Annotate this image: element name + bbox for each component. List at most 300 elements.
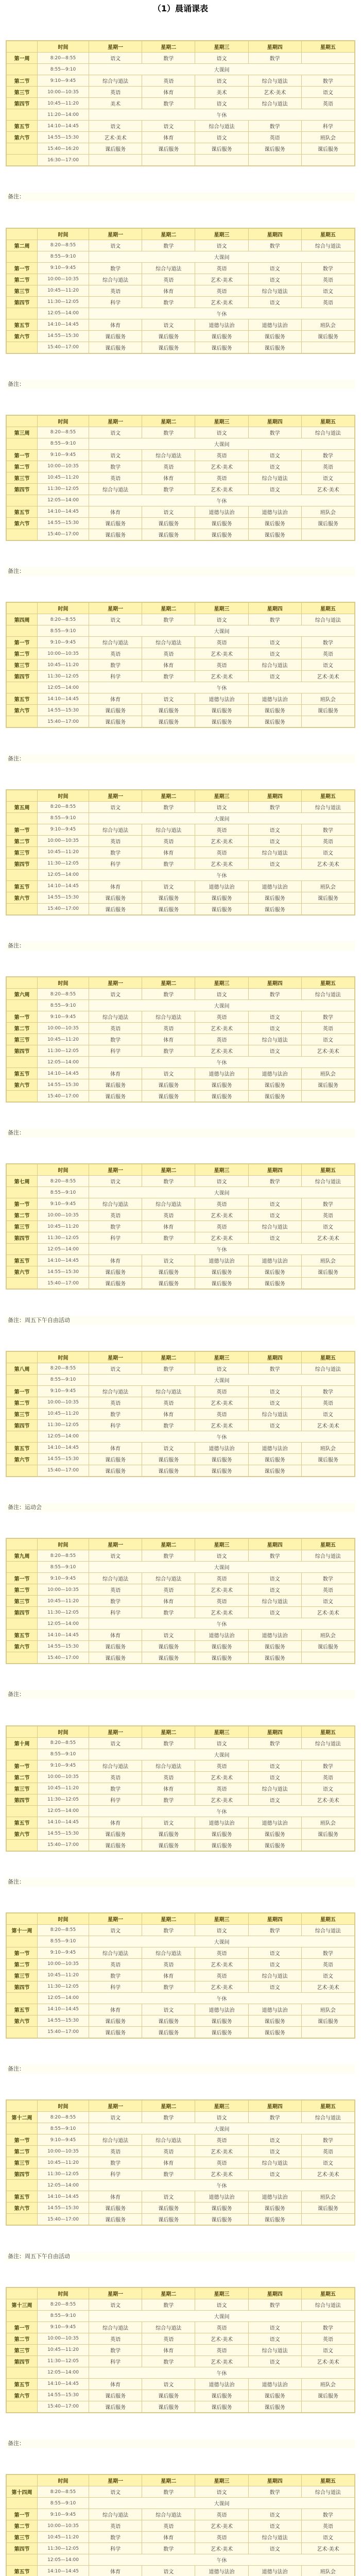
time-cell: 14:55—15:30 <box>38 1453 89 1465</box>
subject-cell: 体育 <box>89 693 142 705</box>
time-cell: 14:10—14:45 <box>38 2566 89 2576</box>
period-cell: 第三节 <box>7 2532 38 2543</box>
period-cell: 第三节 <box>7 285 38 296</box>
subject-cell: 英语 <box>195 1408 248 1419</box>
subject-cell: 数学 <box>301 2509 354 2520</box>
subject-cell: 体育 <box>142 1783 195 1794</box>
subject-cell: 道德与法治 <box>248 2004 301 2015</box>
lesson-row <box>7 121 355 132</box>
subject-cell: 语文 <box>248 2509 301 2520</box>
header-cell: 星期四 <box>248 790 301 801</box>
period-cell: 第二节 <box>7 75 38 87</box>
subject-cell <box>301 1839 354 1851</box>
break-cell: 午休 <box>89 308 355 319</box>
lesson-row <box>7 2378 355 2389</box>
subject-cell: 语文 <box>248 1419 301 1431</box>
subject-cell: 语文 <box>248 2168 301 2180</box>
time-cell: 8:55—9:10 <box>38 2123 89 2134</box>
subject-cell: 语文 <box>248 2146 301 2157</box>
subject-cell: 综合与道法 <box>248 98 301 109</box>
subject-cell: 数学 <box>301 1011 354 1023</box>
lesson-row <box>7 1045 355 1057</box>
lesson-row <box>7 342 355 353</box>
subject-cell: 艺术·美术 <box>195 1771 248 1783</box>
subject-cell: 综合与道法 <box>89 1573 142 1584</box>
header-cell: 星期三 <box>195 41 248 53</box>
subject-cell: 课后服务 <box>142 892 195 903</box>
subject-cell: 数学 <box>89 2344 142 2355</box>
period-cell <box>7 2498 38 2509</box>
period-cell: 第六节 <box>7 705 38 716</box>
subject-cell: 课后服务 <box>142 529 195 540</box>
header-cell: 时间 <box>38 1539 89 1550</box>
subject-cell: 英语 <box>195 1198 248 1210</box>
subject-cell: 语文 <box>301 2157 354 2168</box>
header-cell: 时间 <box>38 41 89 53</box>
subject-cell: 课后服务 <box>89 1266 142 1278</box>
break-cell: 午休 <box>89 1244 355 1255</box>
period-cell: 第二节 <box>7 1958 38 1970</box>
subject-cell: 班队会 <box>301 2566 354 2576</box>
subject-cell: 语文 <box>195 98 248 109</box>
time-cell: 9:10—9:45 <box>38 2321 89 2333</box>
header-cell <box>7 977 38 989</box>
header-cell: 星期二 <box>142 1351 195 1363</box>
lesson-row <box>7 705 355 716</box>
subject-cell: 数学 <box>248 240 301 251</box>
period-cell: 第四节 <box>7 2543 38 2554</box>
subject-cell: 英语 <box>142 1397 195 1408</box>
subject-cell: 综合与道法 <box>301 2486 354 2498</box>
subject-cell: 综合与道法 <box>301 801 354 812</box>
subject-cell: 课后服务 <box>142 143 195 155</box>
lesson-row <box>7 637 355 648</box>
subject-cell: 课后服务 <box>248 330 301 342</box>
lesson-row <box>7 2321 355 2333</box>
subject-cell: 语文 <box>89 53 142 64</box>
subject-cell: 数学 <box>89 1034 142 1045</box>
subject-cell: 艺术·美术 <box>195 1419 248 1431</box>
period-cell: 第一节 <box>7 1573 38 1584</box>
lesson-row <box>7 1255 355 1266</box>
subject-cell: 课后服务 <box>248 1453 301 1465</box>
lesson-row <box>7 1760 355 1771</box>
subject-cell: 科学 <box>89 671 142 682</box>
week-table <box>6 228 355 354</box>
time-cell: 8:20—8:55 <box>38 1550 89 1562</box>
subject-cell: 道德与法治 <box>195 506 248 517</box>
week-table <box>6 2287 355 2413</box>
time-cell: 12:05—14:00 <box>38 682 89 693</box>
time-cell: 14:55—15:30 <box>38 1079 89 1091</box>
time-cell: 12:05—14:00 <box>38 1057 89 1068</box>
subject-cell: 班队会 <box>301 1068 354 1079</box>
subject-cell: 艺术·美术 <box>195 2543 248 2554</box>
subject-cell: 语文 <box>248 2333 301 2344</box>
subject-cell <box>301 1465 354 1476</box>
subject-cell: 数学 <box>248 1737 301 1749</box>
break-cell: 大课间 <box>89 2310 355 2321</box>
subject-cell: 体育 <box>142 659 195 671</box>
time-cell: 9:10—9:45 <box>38 637 89 648</box>
subject-cell: 艺术·美术 <box>195 2520 248 2532</box>
week-table <box>6 1912 355 2039</box>
break-cell: 大课间 <box>89 1749 355 1760</box>
time-cell: 9:10—9:45 <box>38 1947 89 1958</box>
subject-cell: 班队会 <box>301 506 354 517</box>
subject-cell: 数学 <box>248 1924 301 1936</box>
break-cell: 大课间 <box>89 251 355 262</box>
subject-cell: 英语 <box>142 2520 195 2532</box>
subject-cell: 艺术·美术 <box>195 1958 248 1970</box>
subject-cell: 英语 <box>301 98 354 109</box>
subject-cell: 英语 <box>195 1385 248 1397</box>
period-cell <box>7 1992 38 2004</box>
subject-cell: 课后服务 <box>195 892 248 903</box>
subject-cell: 课后服务 <box>142 1652 195 1664</box>
subject-cell: 艺术·美术 <box>301 1045 354 1057</box>
subject-cell: 英语 <box>301 1958 354 1970</box>
period-cell: 第四节 <box>7 1794 38 1805</box>
subject-cell: 英语 <box>195 1596 248 1607</box>
subject-cell: 体育 <box>142 2344 195 2355</box>
subject-cell: 课后服务 <box>301 1641 354 1652</box>
time-cell: 15:40—17:00 <box>38 1839 89 1851</box>
subject-cell: 班队会 <box>301 2004 354 2015</box>
subject-cell: 语文 <box>248 1958 301 1970</box>
subject-cell: 语文 <box>248 1232 301 1244</box>
lesson-row <box>7 846 355 858</box>
subject-cell: 课后服务 <box>89 1652 142 1664</box>
subject-cell: 英语 <box>142 1771 195 1783</box>
header-cell <box>7 415 38 427</box>
subject-cell: 艺术·美术 <box>301 2355 354 2367</box>
subject-cell <box>301 155 354 166</box>
time-cell: 9:10—9:45 <box>38 262 89 274</box>
subject-cell: 课后服务 <box>195 143 248 155</box>
header-cell: 星期二 <box>142 1539 195 1550</box>
subject-cell: 英语 <box>195 1947 248 1958</box>
header-cell: 时间 <box>38 2475 89 2486</box>
subject-cell: 课后服务 <box>195 1091 248 1102</box>
subject-cell: 数学 <box>301 637 354 648</box>
subject-cell: 艺术·美术 <box>89 132 142 143</box>
header-cell: 星期五 <box>301 1726 354 1737</box>
subject-cell: 数学 <box>89 1783 142 1794</box>
subject-cell: 数学 <box>248 1176 301 1187</box>
subject-cell: 课后服务 <box>248 2202 301 2214</box>
break-cell: 午休 <box>89 1805 355 1817</box>
subject-cell: 语文 <box>89 1550 142 1562</box>
header-cell: 星期一 <box>89 1539 142 1550</box>
period-cell: 第一节 <box>7 2509 38 2520</box>
subject-cell: 数学 <box>248 427 301 438</box>
break-row <box>7 869 355 880</box>
subject-cell: 语文 <box>248 1584 301 1596</box>
subject-cell: 综合与道法 <box>301 240 354 251</box>
period-cell: 第十三周 <box>7 2299 38 2310</box>
subject-cell: 语文 <box>89 449 142 461</box>
time-cell: 9:10—9:45 <box>38 75 89 87</box>
time-cell: 10:00—10:35 <box>38 461 89 472</box>
subject-cell: 综合与道法 <box>248 1596 301 1607</box>
period-cell <box>7 2401 38 2412</box>
header-cell: 星期五 <box>301 1164 354 1176</box>
subject-cell: 课后服务 <box>195 2026 248 2038</box>
period-cell <box>7 1374 38 1385</box>
subject-cell: 英语 <box>195 2157 248 2168</box>
subject-cell: 课后服务 <box>142 716 195 727</box>
lesson-row <box>7 1737 355 1749</box>
subject-cell: 英语 <box>301 2146 354 2157</box>
break-row <box>7 1244 355 1255</box>
week-note: 备注： <box>6 567 355 576</box>
subject-cell: 课后服务 <box>195 1652 248 1664</box>
lesson-row <box>7 296 355 308</box>
time-cell: 12:05—14:00 <box>38 2180 89 2191</box>
subject-cell: 课后服务 <box>301 2202 354 2214</box>
subject-cell: 体育 <box>142 2532 195 2543</box>
header-cell: 星期三 <box>195 1351 248 1363</box>
subject-cell: 艺术·美术 <box>301 483 354 495</box>
subject-cell: 综合与道法 <box>89 2134 142 2146</box>
subject-cell: 英语 <box>142 75 195 87</box>
subject-cell: 班队会 <box>301 1817 354 1828</box>
subject-cell: 英语 <box>89 2146 142 2157</box>
period-cell: 第五节 <box>7 2566 38 2576</box>
subject-cell: 课后服务 <box>89 705 142 716</box>
header-cell: 星期三 <box>195 977 248 989</box>
subject-cell: 体育 <box>142 132 195 143</box>
subject-cell <box>301 53 354 64</box>
subject-cell: 语文 <box>248 1760 301 1771</box>
period-cell: 第六节 <box>7 1828 38 1839</box>
subject-cell: 语文 <box>248 1771 301 1783</box>
subject-cell: 数学 <box>301 824 354 835</box>
subject-cell: 科学 <box>301 121 354 132</box>
header-cell: 星期二 <box>142 1726 195 1737</box>
subject-cell: 课后服务 <box>142 1839 195 1851</box>
subject-cell: 综合与道法 <box>142 2321 195 2333</box>
time-cell: 8:20—8:55 <box>38 1363 89 1374</box>
break-cell: 大课间 <box>89 2123 355 2134</box>
subject-cell: 道德与法治 <box>248 2566 301 2576</box>
subject-cell: 班队会 <box>301 2378 354 2389</box>
lesson-row <box>7 835 355 846</box>
header-cell: 星期四 <box>248 415 301 427</box>
period-cell: 第一节 <box>7 637 38 648</box>
period-cell <box>7 64 38 75</box>
lesson-row <box>7 1550 355 1562</box>
subject-cell: 课后服务 <box>142 903 195 914</box>
lesson-row <box>7 659 355 671</box>
time-cell: 12:05—14:00 <box>38 308 89 319</box>
subject-cell: 语文 <box>89 1176 142 1187</box>
header-cell: 星期二 <box>142 415 195 427</box>
header-cell: 星期五 <box>301 41 354 53</box>
time-cell: 11:30—12:05 <box>38 483 89 495</box>
lesson-row <box>7 1817 355 1828</box>
lesson-row <box>7 1453 355 1465</box>
period-cell: 第八周 <box>7 1363 38 1374</box>
subject-cell: 数学 <box>248 1363 301 1374</box>
time-cell: 10:00—10:35 <box>38 835 89 846</box>
subject-cell: 艺术·美术 <box>195 1045 248 1057</box>
subject-cell: 体育 <box>142 2157 195 2168</box>
time-cell: 10:45—11:20 <box>38 472 89 483</box>
subject-cell: 英语 <box>89 1023 142 1034</box>
subject-cell: 课后服务 <box>248 1641 301 1652</box>
subject-cell: 美术 <box>195 87 248 98</box>
subject-cell: 课后服务 <box>248 705 301 716</box>
subject-cell: 数学 <box>142 614 195 625</box>
header-cell: 星期三 <box>195 2475 248 2486</box>
time-cell: 8:20—8:55 <box>38 1737 89 1749</box>
lesson-row <box>7 529 355 540</box>
header-row <box>7 228 355 240</box>
period-cell: 第四节 <box>7 98 38 109</box>
lesson-row <box>7 1641 355 1652</box>
period-cell <box>7 1562 38 1573</box>
subject-cell: 综合与道法 <box>142 1198 195 1210</box>
period-cell: 第七周 <box>7 1176 38 1187</box>
subject-cell: 语文 <box>301 659 354 671</box>
lesson-row <box>7 648 355 659</box>
period-cell: 第六节 <box>7 330 38 342</box>
period-cell: 第二周 <box>7 240 38 251</box>
time-cell: 14:10—14:45 <box>38 1068 89 1079</box>
header-cell: 星期一 <box>89 1164 142 1176</box>
time-cell: 15:40—16:20 <box>38 143 89 155</box>
lesson-row <box>7 2202 355 2214</box>
lesson-row <box>7 824 355 835</box>
time-cell: 10:00—10:35 <box>38 1023 89 1034</box>
time-cell: 10:00—10:35 <box>38 2146 89 2157</box>
week-table <box>6 2474 355 2576</box>
subject-cell: 语文 <box>301 1596 354 1607</box>
header-cell: 星期四 <box>248 977 301 989</box>
period-cell <box>7 251 38 262</box>
subject-cell: 语文 <box>248 483 301 495</box>
subject-cell: 课后服务 <box>89 1641 142 1652</box>
subject-cell: 课后服务 <box>248 2401 301 2412</box>
subject-cell: 课后服务 <box>248 342 301 353</box>
subject-cell: 体育 <box>142 846 195 858</box>
lesson-row <box>7 1924 355 1936</box>
lesson-row <box>7 240 355 251</box>
period-cell <box>7 1839 38 1851</box>
subject-cell: 艺术·美术 <box>195 1584 248 1596</box>
lesson-row <box>7 1011 355 1023</box>
subject-cell: 数学 <box>248 614 301 625</box>
subject-cell: 课后服务 <box>89 1839 142 1851</box>
subject-cell: 道德与法治 <box>195 2378 248 2389</box>
subject-cell: 艺术·美术 <box>195 1210 248 1221</box>
break-row <box>7 682 355 693</box>
break-cell: 午休 <box>89 869 355 880</box>
subject-cell: 数学 <box>248 121 301 132</box>
subject-cell: 艺术·美术 <box>301 2543 354 2554</box>
subject-cell: 数学 <box>301 262 354 274</box>
subject-cell: 课后服务 <box>195 517 248 529</box>
header-cell: 星期四 <box>248 1726 301 1737</box>
period-cell: 第四节 <box>7 1045 38 1057</box>
subject-cell: 数学 <box>89 2157 142 2168</box>
subject-cell: 语文 <box>142 1255 195 1266</box>
lesson-row <box>7 1079 355 1091</box>
subject-cell: 数学 <box>301 75 354 87</box>
period-cell: 第五节 <box>7 2004 38 2015</box>
subject-cell: 道德与法治 <box>195 319 248 330</box>
subject-cell: 数学 <box>89 659 142 671</box>
week-note: 备注：周五下午自由活动 <box>6 1316 355 1325</box>
header-cell <box>7 2475 38 2486</box>
break-row <box>7 2554 355 2566</box>
subject-cell: 道德与法治 <box>195 1068 248 1079</box>
subject-cell: 科学 <box>89 2168 142 2180</box>
subject-cell: 艺术·美术 <box>301 1419 354 1431</box>
subject-cell: 道德与法治 <box>248 1068 301 1079</box>
subject-cell: 数学 <box>142 858 195 869</box>
time-cell: 8:20—8:55 <box>38 989 89 1000</box>
period-cell: 第二节 <box>7 2146 38 2157</box>
period-cell: 第十周 <box>7 1737 38 1749</box>
time-cell: 8:20—8:55 <box>38 240 89 251</box>
header-cell: 星期二 <box>142 2287 195 2299</box>
subject-cell: 英语 <box>195 2134 248 2146</box>
lesson-row <box>7 1584 355 1596</box>
header-cell: 星期三 <box>195 415 248 427</box>
header-row <box>7 1351 355 1363</box>
subject-cell: 美术 <box>89 98 142 109</box>
subject-cell: 课后服务 <box>89 2401 142 2412</box>
break-row <box>7 1562 355 1573</box>
subject-cell: 数学 <box>142 1550 195 1562</box>
subject-cell: 语文 <box>248 1607 301 1618</box>
subject-cell: 英语 <box>195 637 248 648</box>
break-row <box>7 1618 355 1630</box>
subject-cell: 英语 <box>89 835 142 846</box>
subject-cell: 艺术·美术 <box>195 835 248 846</box>
header-cell: 星期五 <box>301 2287 354 2299</box>
lesson-row <box>7 1034 355 1045</box>
time-cell: 12:05—14:00 <box>38 495 89 506</box>
lesson-row <box>7 483 355 495</box>
period-cell: 第一节 <box>7 262 38 274</box>
subject-cell: 课后服务 <box>89 2202 142 2214</box>
subject-cell: 课后服务 <box>301 2015 354 2026</box>
period-cell: 第四节 <box>7 296 38 308</box>
header-cell <box>7 41 38 53</box>
week-note: 备注： <box>6 192 355 201</box>
break-cell: 大课间 <box>89 1936 355 1947</box>
time-cell: 8:55—9:10 <box>38 812 89 824</box>
lesson-row <box>7 1783 355 1794</box>
subject-cell: 语文 <box>248 461 301 472</box>
header-cell: 星期二 <box>142 2475 195 2486</box>
break-row <box>7 109 355 121</box>
header-cell: 时间 <box>38 2100 89 2112</box>
subject-cell: 英语 <box>301 461 354 472</box>
period-cell: 第六节 <box>7 517 38 529</box>
period-cell <box>7 1936 38 1947</box>
lesson-row <box>7 1091 355 1102</box>
time-cell: 14:10—14:45 <box>38 1255 89 1266</box>
period-cell <box>7 155 38 166</box>
week-note: 备注： <box>6 941 355 951</box>
subject-cell: 综合与道法 <box>248 2532 301 2543</box>
subject-cell: 体育 <box>89 506 142 517</box>
